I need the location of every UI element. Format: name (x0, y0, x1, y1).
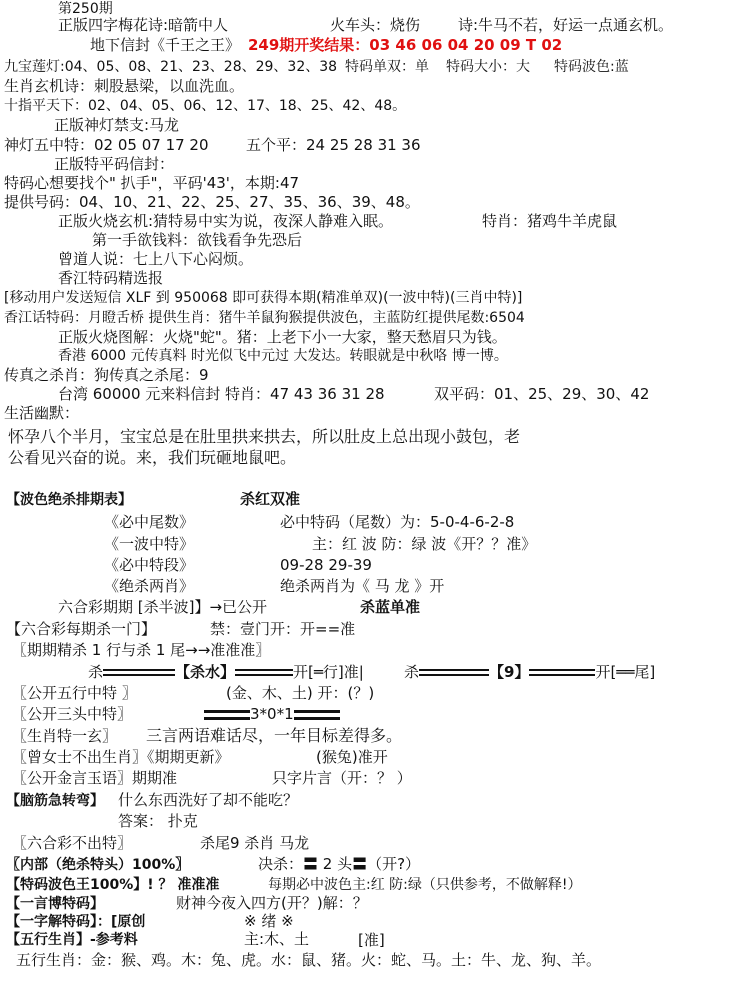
brain-title: 【脑筋急转弯】 (6, 793, 104, 809)
provide-numbers: 提供号码：04、10、21、22、25、27、35、36、39、48。 (4, 193, 420, 211)
issue-number: 第250期 (58, 1, 113, 17)
open-tail: 开[══尾] (595, 663, 656, 681)
bottom-five-elements: 五行生肖：金：猴、鸡。木：兔、虎。水：鼠、猪。火：蛇、马。土：牛、龙、狗、羊。 (16, 951, 602, 969)
fire-head: 火车头：烧伤 (330, 16, 421, 34)
kill-water-row (88, 664, 364, 681)
taiwan-double: 双平码：01、25、29、30、42 (434, 385, 650, 403)
flat-letter: 正版特平码信封： (54, 155, 175, 173)
single-double: 特码单双：单 (345, 59, 429, 75)
kill-water: 【杀水】 (175, 663, 236, 681)
first-hand: 第一手欲钱料：欲钱看争先恐后 (92, 231, 303, 249)
lamp-flat: 五个平：24 25 28 31 36 (246, 136, 421, 154)
kill-blue: 杀蓝单准 (360, 598, 421, 616)
double-bar (103, 669, 175, 676)
six-not: 〖六合彩不出特〗 (12, 834, 133, 852)
kill-red: 杀红双准 (240, 490, 301, 508)
kill-two: 《绝杀两肖》 (104, 577, 195, 595)
zodiac-one-value: 三言两语难话尽，一年目标差得多。 (146, 726, 403, 745)
nine: 【9】 (489, 663, 530, 681)
one-wave: 《一波中特》 (104, 535, 195, 553)
zodiac-one: 〖生肖特一玄〗 (12, 727, 118, 745)
joke-line-1: 怀孕八个半月，宝宝总是在肚里拱来拱去，所以肚皮上总出现小鼓包，老 (8, 427, 521, 446)
block-bar (204, 710, 250, 720)
poem-text: 诗:牛马不若，好运一点通玄机。 (458, 16, 674, 34)
must-segment: 《必中特段》 (104, 556, 195, 574)
five-zodiac-tag: [准] (358, 931, 385, 949)
six-not-value: 杀尾9 杀肖 马龙 (200, 834, 310, 852)
one-char-value: ※ 绪 ※ (244, 912, 294, 930)
fire-mystery-zodiac: 特肖：猪鸡牛羊虎鼠 (482, 212, 618, 230)
wave-table-title: 【波色绝杀排期表】 (6, 492, 132, 508)
six-period: 六合彩期期 [杀半波]】→已公开 (58, 598, 268, 616)
golden-value: 只字片言（开：？ ） (272, 769, 412, 787)
must-tail: 《必中尾数》 (104, 513, 195, 531)
must-tail-value: 必中特码（尾数）为：5-0-4-6-2-8 (280, 513, 515, 531)
hk-select: 香江特码精选报 (58, 269, 164, 287)
wave-color: 特码波色:蓝 (554, 59, 629, 75)
nine-row (404, 664, 655, 681)
taiwan-letter: 台湾 60000 元来料信封 特肖：47 43 36 31 28 (58, 385, 385, 403)
one-wave-value: 主：红 波 防：绿 波《开？？准》 (312, 535, 537, 553)
lamp-five: 神灯五中特：02 05 07 17 20 (4, 136, 209, 154)
double-bar (419, 669, 489, 676)
fax-kill: 传真之杀肖：狗传真之杀尾：9 (4, 366, 209, 384)
brain-answer: 答案： 扑克 (118, 812, 198, 830)
kill-mid: 杀 (404, 663, 420, 681)
five-row: 〖公开五行中特 〗 (12, 684, 137, 702)
lotus-numbers: 九宝莲灯:04、05、08、21、23、28、29、32、38 (4, 59, 338, 75)
golden: 〖公开金言玉语〗期期准 (12, 769, 178, 787)
one-word-value: 财神今夜入四方(开？)解：？ (176, 894, 368, 912)
draw-result: 249期开奖结果：03 46 06 04 20 09 T 02 (248, 36, 563, 54)
fire-picture: 正版火烧图解：火烧"蛇"。猪：上老下小一大家，整天愁眉只为钱。 (58, 328, 507, 346)
one-word: 【一言博特码】 (6, 896, 104, 912)
kill-left: 杀 (88, 663, 104, 681)
five-row-value: (金、木、土) 开：(？) (226, 684, 375, 702)
six-kill-gate-value: 禁：壹门开：开==准 (210, 620, 356, 638)
inner-value: 决杀：〓 2 头〓（开?） (258, 855, 421, 873)
mrs-zeng-value: (猴兔)准开 (316, 748, 388, 766)
fire-mystery: 正版火烧玄机:猜特易中实为说，夜深人静难入眠。 (58, 212, 394, 230)
one-char: 【一字解特码】：[原创 (6, 914, 146, 930)
five-zodiac: 【五行生肖】-参考料 (6, 932, 138, 948)
humor-title: 生活幽默： (4, 404, 80, 422)
mrs-zeng: 〖曾女士不出生肖〗《期期更新》 (12, 748, 230, 766)
wave-king: 【特码波色王100%】! ？ 准准准 (6, 877, 220, 893)
six-kill-gate: 【六合彩每期杀一门】 (6, 620, 157, 638)
zodiac-secret: 生肖玄机诗：刺股悬梁，以血洗血。 (4, 77, 245, 95)
three-head-value-row (204, 706, 340, 723)
kill-two-value: 绝杀两肖为《 马 龙 》开 (280, 577, 445, 595)
hk-talk: 香江话特码：月瞪舌桥 提供生肖：猪牛羊鼠狗猴提供波色，主蓝防红提供尾数:6504 (4, 310, 525, 326)
sms-promo: [移动用户发送短信 XLF 到 950068 即可获得本期(精准单双)(一波中特)(三肖中特)] (4, 290, 523, 306)
must-segment-value: 09-28 29-39 (280, 556, 372, 574)
people-say: 曾道人说：七上八下心闷烦。 (58, 250, 254, 268)
underground-letter: 地下信封《千王之王》 (90, 36, 241, 54)
ten-fingers: 十指平天下：02、04、05、06、12、17、18、25、42、48。 (4, 98, 407, 114)
wave-king-value: 每期必中波色主:红 防:绿（只供参考，不做解释!） (268, 877, 582, 893)
five-zodiac-value: 主:木、土 (244, 930, 310, 948)
three-head-value: 3*0*1 (250, 705, 294, 723)
brain-question: 什么东西洗好了却不能吃？ (118, 791, 299, 809)
three-head: 〖公开三头中特〗 (12, 705, 133, 723)
heart-line: 特码心想要找个" 扒手"，平码'43'，本期:47 (4, 174, 300, 192)
hk-6000: 香港 6000 元传真料 时光似飞中元过 大发达。转眼就是中秋咯 博一博。 (58, 348, 508, 364)
double-bar (235, 669, 293, 676)
block-bar (294, 710, 340, 720)
size: 特码大小：大 (446, 59, 530, 75)
joke-line-2: 公看见兴奋的说。来，我们玩砸地鼠吧。 (8, 448, 297, 467)
poem-label: 正版四字梅花诗:暗箭中人 (58, 16, 229, 34)
forbidden-zodiac: 正版神灯禁支:马龙 (54, 116, 180, 134)
double-bar (529, 669, 595, 676)
open-row: 开[═行]准| (293, 663, 364, 681)
period-row: 〖期期精杀 1 行与杀 1 尾→→准准准〗 (12, 641, 271, 659)
inner-title: 〖内部（绝杀特头）100%〗 (6, 857, 190, 873)
